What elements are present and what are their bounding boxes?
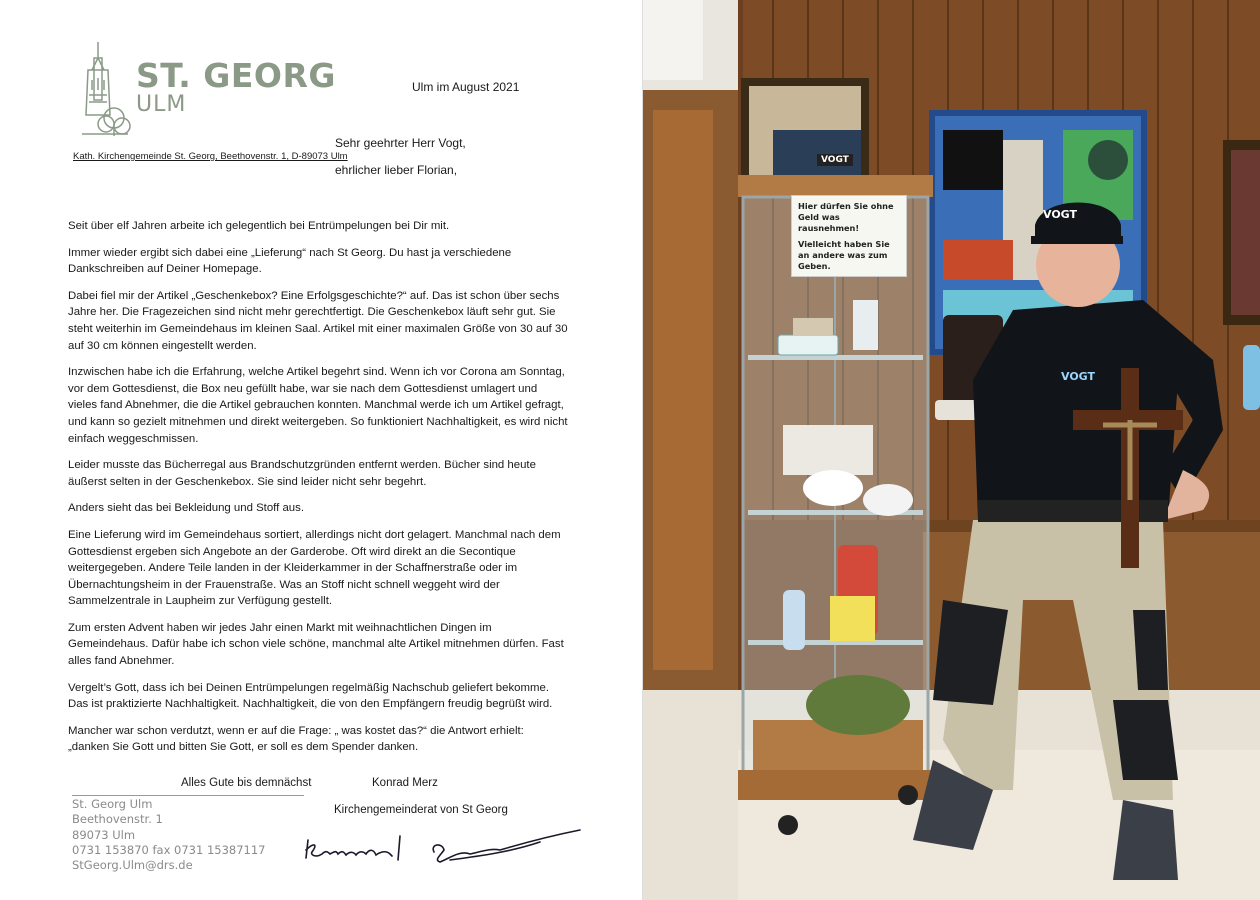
salutation-formal: Sehr geehrter Herr Vogt, xyxy=(335,136,466,150)
poster-brand-logo: VOGT xyxy=(817,154,853,166)
paragraph: Anders sieht das bei Bekleidung und Stoff aus. xyxy=(68,502,304,515)
logo-name: ST. GEORG xyxy=(136,56,336,95)
stamp-line: 0731 153870 fax 0731 15387117 xyxy=(72,842,266,857)
paragraph: Mancher war schon verdutzt, wenn er auf die Frage: „ was kostet das?“ die Antwort erhielt: „danken Sie Gott und bitten Sie Gott, er soll es dem Spender danken. xyxy=(68,724,524,754)
cap-brand-logo: VOGT xyxy=(1043,208,1078,221)
stamp-line: Beethovenstr. 1 xyxy=(72,812,163,827)
letter-body xyxy=(68,218,568,766)
closing-name: Konrad Merz xyxy=(372,777,438,789)
vitrine-notice-sign xyxy=(791,195,907,277)
parish-stamp xyxy=(72,797,266,873)
stamp-line: 89073 Ulm xyxy=(72,827,136,842)
paragraph: Leider musste das Bücherregal aus Brandschutzgründen entfernt werden. Bücher sind heute äußerst selten in der Geschenkebox. Sie sind leider nicht sehr begehrt. xyxy=(68,459,536,488)
paragraph: Vergelt’s Gott, dass ich bei Deinen Entrümpelungen regelmäßig Nachschub geliefert bekomme. Das ist praktizierte Nachhaltigkeit. Nachhaltigkeit, die von den Empfängern freudig begrüßt wird. xyxy=(68,681,553,711)
letter-date: Ulm im August 2021 xyxy=(412,80,520,94)
paragraph: Eine Lieferung wird im Gemeindehaus sortiert, allerdings nicht dort gelagert. Manchmal nach dem Gottesdienst ergeben sich Angebote an der Garderobe. Oft wird direkt an die Secontique weitergegeben. Andere Teile landen in der Kleiderkammer in der Schaffnerstraße oder im Übernachtungsheim in der Frauenstraße. Was an Stoff nicht schnell weggeht wird der Sammelzentrale in Laupheim zur Verfügung gestellt. xyxy=(68,528,561,608)
stamp-line: St. Georg Ulm xyxy=(72,797,153,811)
paragraph: Zum ersten Advent haben wir jedes Jahr einen Markt mit weihnachtlichen Dingen im Gemeindehaus. Dafür habe ich schon viele schöne, manchmal alte Artikel mitnehmen dürfen. Fast alles fand Abnehmer. xyxy=(68,621,564,668)
shirt-brand-logo: VOGT xyxy=(1061,370,1096,383)
church-icon xyxy=(78,40,132,140)
logo-city: ULM xyxy=(136,92,187,117)
paragraph: Inzwischen habe ich die Erfahrung, welche Artikel begehrt sind. Wenn ich vor Corona am Sonntag, vor dem Gottesdienst, die Box neu gefüllt habe, war sie nach dem Gottesdienst umlagert und vieles fand Abnehmer, die die Artikel gebrauchen konnten. Manchmal werde ich um Artikel gefragt, und kann so gezielt mitnehmen und direkt weitergeben. So funktioniert Nachhaltigkeit, es wird nicht einfach weggeschmissen. xyxy=(68,366,568,445)
paragraph: Immer wieder ergibt sich dabei eine „Lieferung“ nach St Georg. Du hast ja verschiedene Dankschreiben auf Deiner Homepage. xyxy=(68,246,512,276)
notice-line: Vielleicht haben Sie an andere was zum Geben. xyxy=(798,239,890,271)
sender-address-line: Kath. Kirchengemeinde St. Georg, Beethovenstr. 1, D-89073 Ulm xyxy=(73,151,348,162)
closing-divider xyxy=(72,795,304,796)
stamp-line: StGeorg.Ulm@drs.de xyxy=(72,858,193,873)
closing-title: Kirchengemeinderat von St Georg xyxy=(334,804,508,816)
handwritten-signatures xyxy=(300,822,590,872)
salutation-personal: ehrlicher lieber Florian, xyxy=(335,163,458,177)
notice-line: Hier dürfen Sie ohne Geld was rausnehmen! xyxy=(798,201,894,233)
paragraph: Dabei fiel mir der Artikel „Geschenkebox? Eine Erfolgsgeschichte?“ auf. Das ist schon über sechs Jahre her. Die Fragezeichen sind nicht mehr gerechtfertigt. Die Geschenkebox läuft sehr gut. Sie steht weiterhin im Gemeindehaus im kleinen Saal. Artikel mit einer maximalen Größe von 30 auf 30 auf 30 cm können eingestellt werden. xyxy=(68,289,568,352)
parish-logo xyxy=(78,40,338,140)
paragraph: Seit über elf Jahren arbeite ich gelegentlich bei Entrümpelungen bei Dir mit. xyxy=(68,220,450,232)
closing-greeting: Alles Gute bis demnächst xyxy=(181,777,312,789)
photo-vitrine xyxy=(643,0,1260,900)
photo-scene xyxy=(643,0,1260,900)
